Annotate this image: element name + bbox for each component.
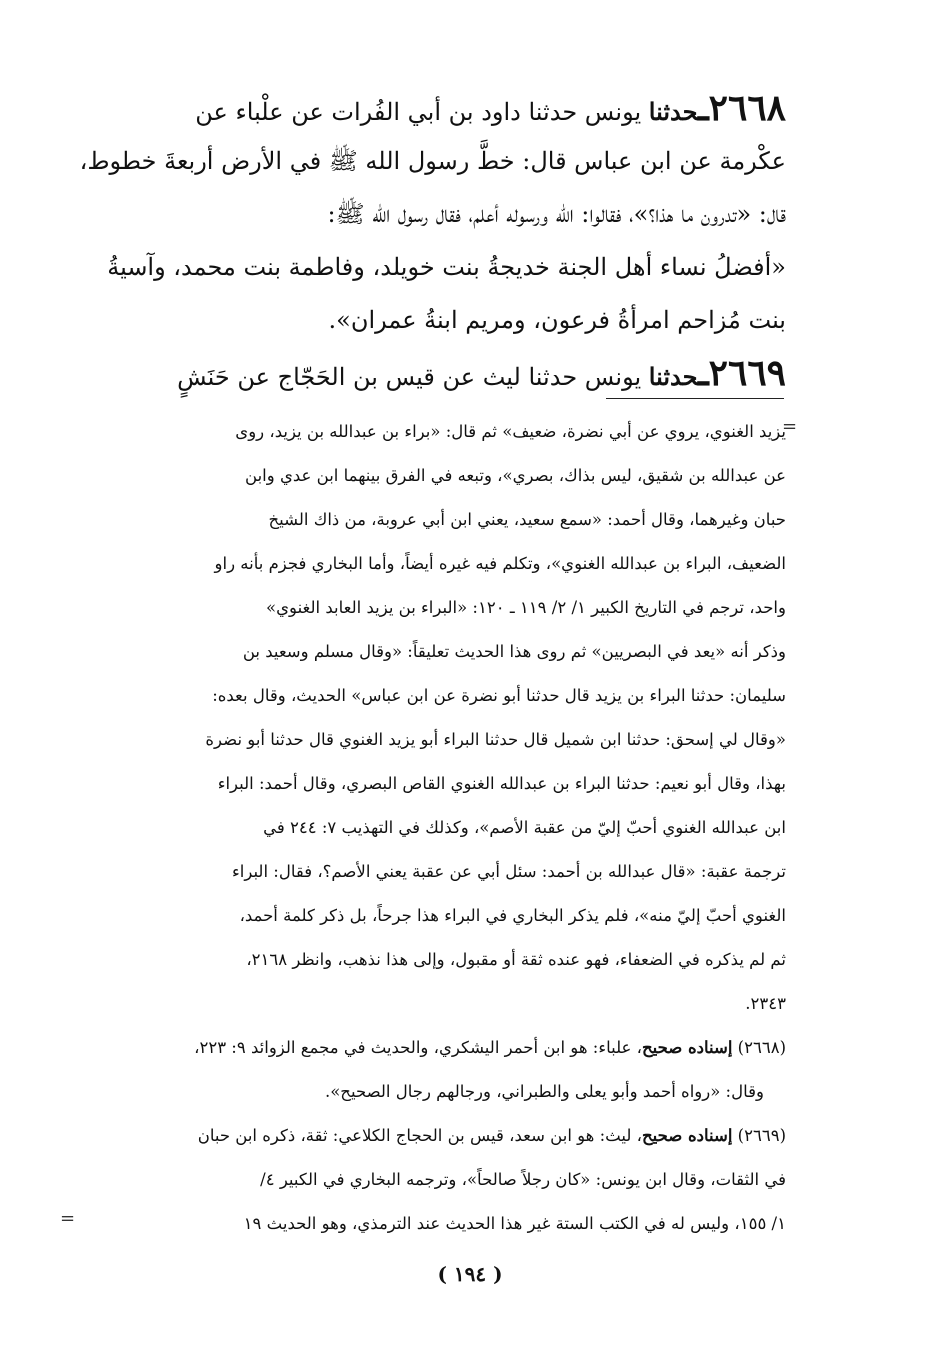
footnote-cont-line: عن عبدالله بن شقيق، ليس بذاك، بصري»، وتبعه في الفرق بينهما ابن عدي وابن <box>245 466 786 485</box>
hadith-text: يونس حدثنا ليث عن قيس بن الحَجّاج عن حَنَشٍ <box>177 363 649 391</box>
footnote-2669-line-1 <box>76 1114 786 1158</box>
hadith-2668-line-5: بنت مُزاحم امرأةُ فرعون، ومريم ابنةُ عمران». <box>328 306 786 334</box>
hadith-keyword: حدثنا <box>648 362 699 391</box>
hadith-keyword: حدثنا <box>648 97 699 126</box>
footnote-cont-line: الغنوي أحبّ إليّ منه»، فلم يذكر البخاري في البراء هذا جرحاً، بل ذكر كلمة أحمد، <box>239 906 786 925</box>
footnote-text: ، ليث: هو ابن سعد، قيس بن الحجاج الكلاعي: ثقة، ذكره ابن حبان <box>197 1126 642 1145</box>
footnote-cont-line: ابن عبدالله الغنوي أحبّ إليّ من عقبة الأصم»، وكذلك في التهذيب ٧: ٢٤٤ في <box>263 818 786 837</box>
footnote-title: إسناده صحيح <box>641 1126 733 1145</box>
hadith-text: يونس حدثنا داود بن أبي الفُرات عن علْباء عن <box>195 98 649 126</box>
footnote-cont-line: واحد، ترجم في التاريخ الكبير ١/ ٢/ ١١٩ ـ ١٢٠: «البراء بن يزيد العابد الغنوي» <box>266 598 786 617</box>
footnote-separator <box>606 398 784 399</box>
hadith-2668-line-4: «أفضلُ نساء أهل الجنة خديجةُ بنت خويلد، وفاطمة بنت محمد، وآسيةُ <box>107 253 786 281</box>
footnotes <box>76 410 786 1246</box>
footnote-2669-line-2: في الثقات، وقال ابن يونس: «كان رجلاً صالحاً»، وترجمه البخاري في الكبير ٤/ <box>260 1170 786 1189</box>
hadith-number: ٢٦٦٨ـ <box>698 87 786 129</box>
footnote-label: (٢٦٦٩) <box>732 1126 786 1145</box>
continuation-mark-top: = <box>782 416 798 437</box>
main-text <box>76 82 786 400</box>
footnote-2668-line-1 <box>76 1026 786 1070</box>
footnote-cont-line: وذكر أنه «يعد في البصريين» ثم روى هذا الحديث تعليقاً: «وقال مسلم وسعيد بن <box>242 642 786 661</box>
footnote-cont-line: الضعيف، البراء بن عبدالله الغنوي»، وتكلم فيه غيره أيضاً، وأما البخاري فجزم بأنه راو <box>214 554 786 573</box>
footnote-cont-line: «وقال لي إسحق: حدثنا ابن شميل قال حدثنا البراء أبو يزيد الغنوي قال حدثنا أبو نضرة <box>205 730 786 749</box>
footnote-cont-line: ترجمة عقبة: «قال عبدالله بن أحمد: سئل أبي عن عقبة يعني الأصم؟، فقال: البراء <box>232 862 786 881</box>
page-number: ( ١٩٤ ) <box>437 1262 503 1286</box>
footnote-label: (٢٦٦٨) <box>732 1038 786 1057</box>
footnote-cont-line: ٢٣٤٣. <box>745 994 786 1013</box>
footnote-2668-line-2: وقال: «رواه أحمد وأبو يعلى والطبراني، ورجالهم رجال الصحيح». <box>324 1082 764 1101</box>
footnote-title: إسناده صحيح <box>641 1038 733 1057</box>
continuation-mark-bottom: = <box>60 1208 76 1229</box>
hadith-2668-line-2: عكْرمة عن ابن عباس قال: خطَّ رسول الله ﷺ في الأرض أربعةَ خطوط، <box>79 147 786 175</box>
footnote-cont-line: سليمان: حدثنا البراء بن يزيد قال حدثنا أبو نضرة عن ابن عباس» الحديث، وقال بعده: <box>212 686 786 705</box>
hadith-2669-line-1 <box>76 347 786 400</box>
hadith-number: ٢٦٦٩ـ <box>698 352 786 394</box>
footnote-2669-line-3: ١/ ١٥٥، وليس له في الكتب الستة غير هذا الحديث عند الترمذي، وهو الحديث ١٩ <box>243 1214 786 1233</box>
footnote-cont-line: بهذا، وقال أبو نعيم: حدثنا البراء بن عبدالله الغنوي القاص البصري، وقال أحمد: البراء <box>217 774 786 793</box>
footnote-text: ، علباء: هو ابن أحمر اليشكري، والحديث في مجمع الزوائد ٩: ٢٢٣، <box>194 1038 642 1057</box>
footnote-cont-line: ثم لم يذكره في الضعفاء، فهو عنده ثقة أو مقبول، وإلى هذا نذهب، وانظر ٢١٦٨، <box>246 950 786 969</box>
footnote-cont-line: يزيد الغنوي، يروي عن أبي نضرة، ضعيف» ثم قال: «براء بن عبدالله بن يزيد، روى <box>235 422 786 441</box>
hadith-2668-line-3: قال: «تدرون ما هذا؟»، فقالوا: الله ورسوله أعلم، فقال رسول الله ﷺ: <box>327 200 786 228</box>
hadith-2668-line-1 <box>76 82 786 135</box>
footnote-cont-line: حبان وغيرهما، وقال أحمد: «سمع سعيد، يعني ابن أبي عروبة، من ذاك الشيخ <box>268 510 786 529</box>
